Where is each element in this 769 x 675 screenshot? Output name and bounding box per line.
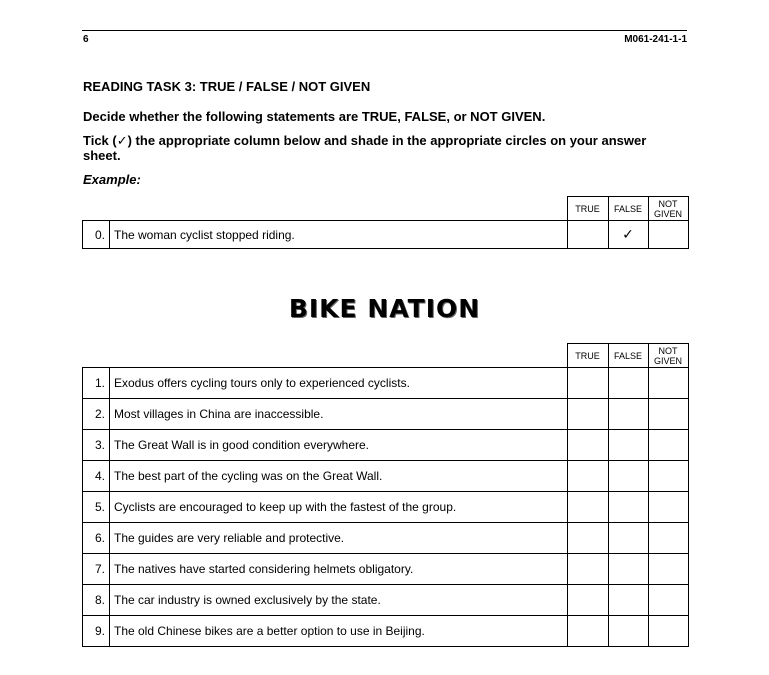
answer-cell-not-given[interactable] (648, 554, 688, 585)
statement-text: The Great Wall is in good condition everywhere. (110, 430, 568, 461)
answer-cell-not-given[interactable] (648, 430, 688, 461)
column-header-not-given (648, 344, 688, 368)
statement-row (83, 368, 689, 399)
answer-cell-true[interactable] (567, 368, 608, 399)
example-statement: The woman cyclist stopped riding. (110, 221, 568, 249)
statement-row (83, 523, 689, 554)
statement-text: Exodus offers cycling tours only to experienced cyclists. (110, 368, 568, 399)
example-label: Example: (83, 172, 141, 187)
answer-cell-true[interactable] (567, 585, 608, 616)
example-row (83, 221, 689, 249)
example-number: 0. (83, 221, 110, 249)
answer-cell-false[interactable] (608, 399, 648, 430)
answer-cell-true[interactable] (567, 492, 608, 523)
statement-number: 1. (83, 368, 110, 399)
answer-cell-false[interactable] (608, 554, 648, 585)
header-rule (82, 30, 687, 31)
statement-text: Most villages in China are inaccessible. (110, 399, 568, 430)
answer-cell-false[interactable] (608, 492, 648, 523)
answer-cell-false[interactable] (608, 368, 648, 399)
answer-cell-not-given[interactable] (648, 492, 688, 523)
statement-number: 6. (83, 523, 110, 554)
instruction-tick: Tick (✓) the appropriate column below and shade in the appropriate circles on your answer sheet. (83, 133, 647, 163)
answer-cell-true[interactable] (567, 616, 608, 647)
answer-cell-not-given[interactable] (648, 616, 688, 647)
statement-row (83, 399, 689, 430)
answer-cell-true[interactable] (567, 430, 608, 461)
statement-row (83, 554, 689, 585)
column-header-true: TRUE (567, 197, 608, 221)
task-title: READING TASK 3: TRUE / FALSE / NOT GIVEN (83, 79, 371, 94)
statement-text: The natives have started considering helmets obligatory. (110, 554, 568, 585)
example-not-given-cell[interactable] (648, 221, 688, 249)
statement-text: The car industry is owned exclusively by the state. (110, 585, 568, 616)
section-title: BIKE NATION (288, 294, 481, 323)
statement-number: 3. (83, 430, 110, 461)
statement-number: 9. (83, 616, 110, 647)
answer-cell-true[interactable] (567, 461, 608, 492)
not-given-line2: GIVEN (653, 208, 682, 219)
statement-number: 8. (83, 585, 110, 616)
answer-cell-not-given[interactable] (648, 585, 688, 616)
statements-table (82, 343, 689, 647)
instruction-decide: Decide whether the following statements are TRUE, FALSE, or NOT GIVEN. (83, 109, 546, 124)
statement-row (83, 461, 689, 492)
column-header-true: TRUE (567, 344, 608, 368)
statement-row (83, 616, 689, 647)
answer-cell-true[interactable] (567, 399, 608, 430)
answer-cell-not-given[interactable] (648, 523, 688, 554)
not-given-line1: NOT (658, 198, 678, 209)
statement-row (83, 585, 689, 616)
document-code: M061-241-1-1 (624, 34, 687, 45)
answer-cell-true[interactable] (567, 523, 608, 554)
answer-cell-not-given[interactable] (648, 399, 688, 430)
statement-number: 2. (83, 399, 110, 430)
statement-text: The old Chinese bikes are a better option to use in Beijing. (110, 616, 568, 647)
statement-number: 7. (83, 554, 110, 585)
answer-cell-false[interactable] (608, 616, 648, 647)
statement-row (83, 430, 689, 461)
statement-number: 4. (83, 461, 110, 492)
statement-text: The guides are very reliable and protective. (110, 523, 568, 554)
column-header-false: FALSE (608, 344, 648, 368)
not-given-line1: NOT (658, 345, 678, 356)
statement-row (83, 492, 689, 523)
answer-cell-not-given[interactable] (648, 368, 688, 399)
statement-number: 5. (83, 492, 110, 523)
statement-text: The best part of the cycling was on the Great Wall. (110, 461, 568, 492)
statement-text: Cyclists are encouraged to keep up with the fastest of the group. (110, 492, 568, 523)
example-table (82, 196, 689, 249)
answer-cell-false[interactable] (608, 523, 648, 554)
answer-cell-not-given[interactable] (648, 461, 688, 492)
not-given-line2: GIVEN (653, 355, 682, 366)
answer-cell-false[interactable] (608, 461, 648, 492)
column-header-false: FALSE (608, 197, 648, 221)
answer-cell-false[interactable] (608, 430, 648, 461)
answer-cell-true[interactable] (567, 554, 608, 585)
column-header-not-given (648, 197, 688, 221)
example-true-cell[interactable] (567, 221, 608, 249)
answer-cell-false[interactable] (608, 585, 648, 616)
example-false-cell[interactable]: ✓ (608, 221, 648, 249)
page-number: 6 (83, 34, 89, 45)
